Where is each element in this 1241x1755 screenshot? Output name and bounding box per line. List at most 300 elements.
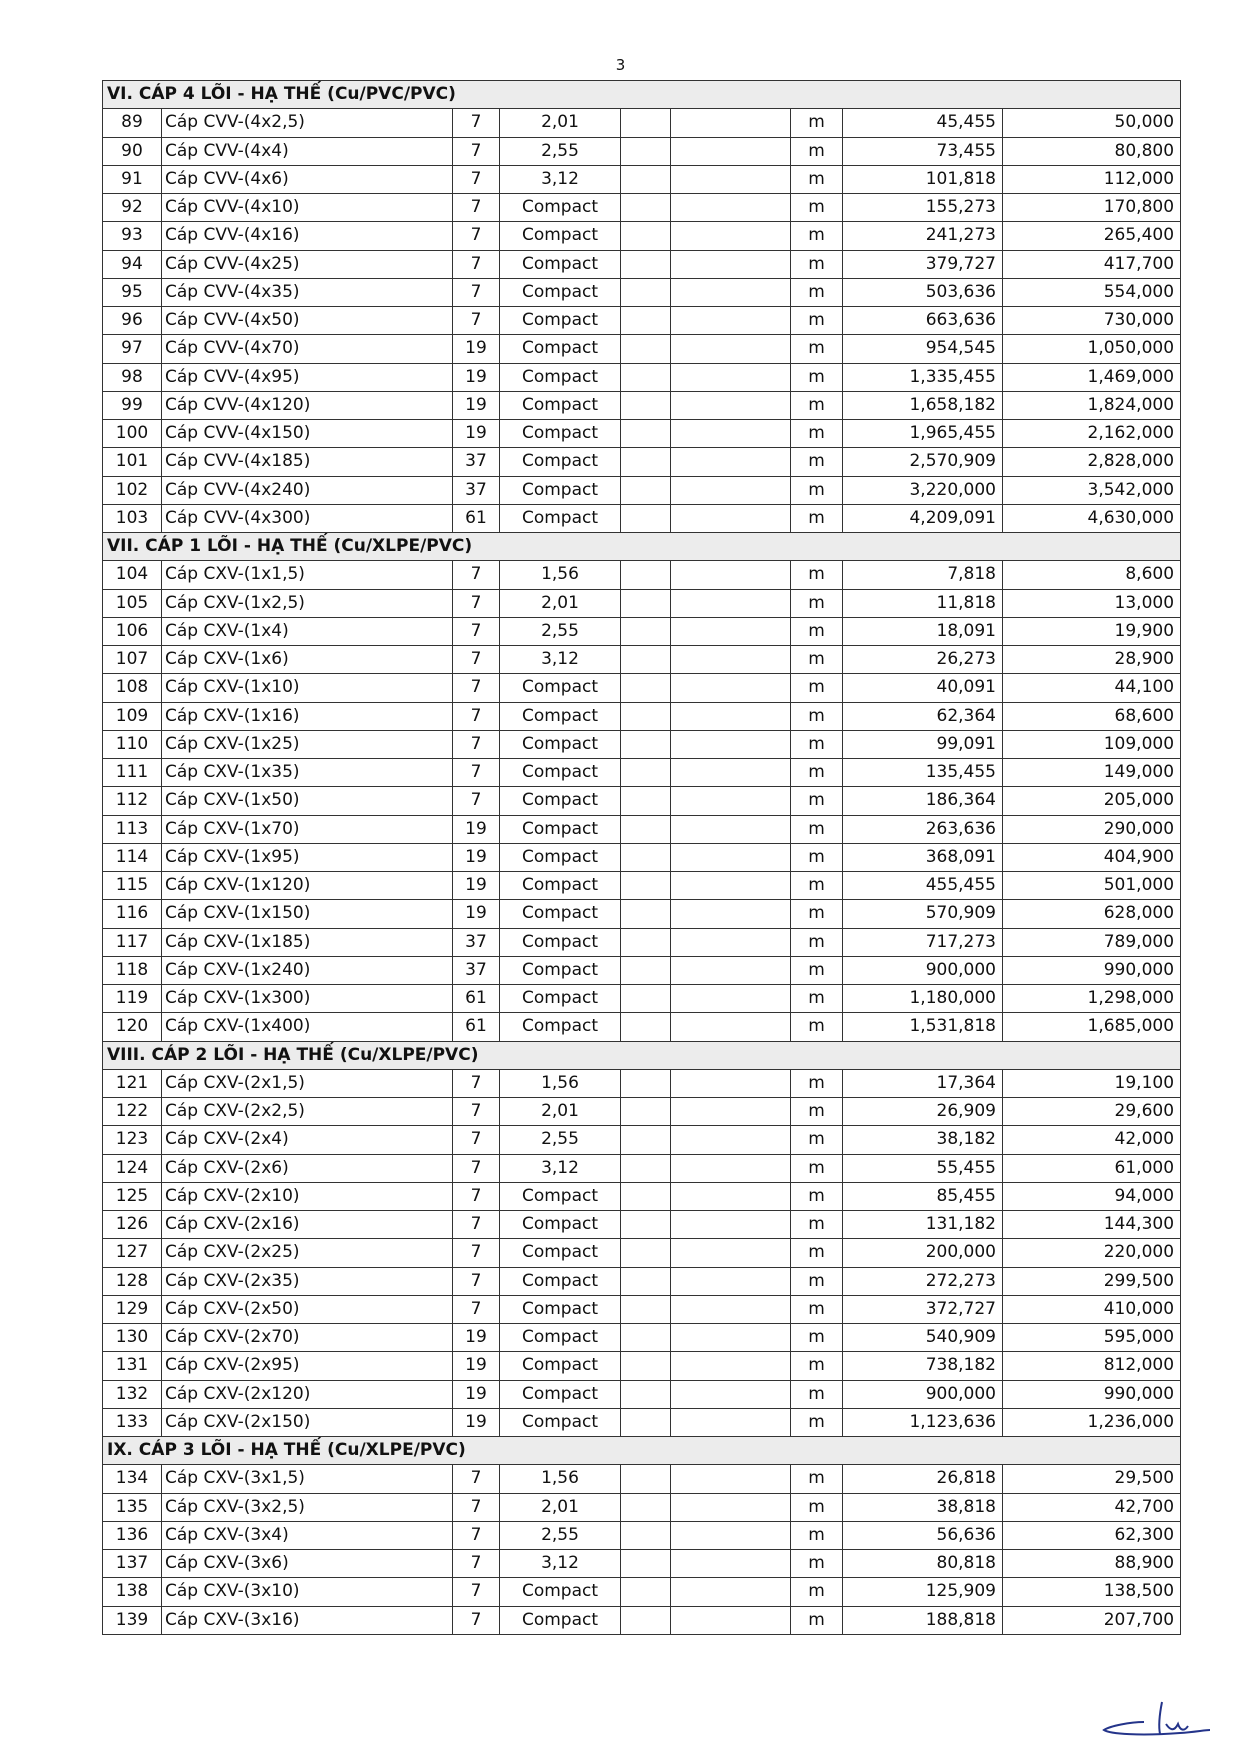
empty-cell	[621, 900, 671, 928]
product-name: Cáp CXV-(1x1,5)	[162, 561, 453, 589]
product-name: Cáp CXV-(2x16)	[162, 1211, 453, 1239]
row-number: 106	[103, 617, 162, 645]
price-before-vat: 900,000	[843, 1380, 1003, 1408]
unit: m	[791, 278, 843, 306]
table-row	[103, 674, 1181, 702]
table-row	[103, 759, 1181, 787]
strand-count: 37	[453, 476, 500, 504]
unit: m	[791, 420, 843, 448]
unit: m	[791, 1239, 843, 1267]
strand-count: 19	[453, 420, 500, 448]
price-before-vat: 241,273	[843, 222, 1003, 250]
unit: m	[791, 250, 843, 278]
strand-count: 7	[453, 730, 500, 758]
product-name: Cáp CVV-(4x120)	[162, 391, 453, 419]
empty-cell	[621, 363, 671, 391]
empty-cell	[671, 561, 791, 589]
unit: m	[791, 1295, 843, 1323]
strand-count: 7	[453, 1267, 500, 1295]
price-with-vat: 1,298,000	[1003, 985, 1181, 1013]
table-row	[103, 504, 1181, 532]
row-number: 100	[103, 420, 162, 448]
page-number: 3	[615, 56, 626, 74]
table-row	[103, 1182, 1181, 1210]
conductor-diameter: 2,01	[500, 1098, 621, 1126]
table-row	[103, 900, 1181, 928]
price-with-vat: 220,000	[1003, 1239, 1181, 1267]
strand-count: 7	[453, 759, 500, 787]
conductor-diameter: Compact	[500, 1013, 621, 1041]
row-number: 132	[103, 1380, 162, 1408]
row-number: 128	[103, 1267, 162, 1295]
empty-cell	[671, 420, 791, 448]
table-row	[103, 278, 1181, 306]
table-row	[103, 1380, 1181, 1408]
price-with-vat: 144,300	[1003, 1211, 1181, 1239]
product-name: Cáp CXV-(1x25)	[162, 730, 453, 758]
section-header-row	[103, 1041, 1181, 1069]
strand-count: 19	[453, 900, 500, 928]
strand-count: 19	[453, 1408, 500, 1436]
table-row	[103, 1295, 1181, 1323]
empty-cell	[621, 504, 671, 532]
empty-cell	[671, 363, 791, 391]
unit: m	[791, 928, 843, 956]
product-name: Cáp CXV-(1x120)	[162, 872, 453, 900]
empty-cell	[621, 1550, 671, 1578]
row-number: 94	[103, 250, 162, 278]
price-with-vat: 417,700	[1003, 250, 1181, 278]
conductor-diameter: Compact	[500, 674, 621, 702]
price-before-vat: 717,273	[843, 928, 1003, 956]
empty-cell	[621, 617, 671, 645]
price-with-vat: 299,500	[1003, 1267, 1181, 1295]
price-with-vat: 730,000	[1003, 307, 1181, 335]
unit: m	[791, 1126, 843, 1154]
price-with-vat: 1,685,000	[1003, 1013, 1181, 1041]
strand-count: 7	[453, 1550, 500, 1578]
conductor-diameter: Compact	[500, 843, 621, 871]
empty-cell	[621, 1578, 671, 1606]
empty-cell	[621, 109, 671, 137]
strand-count: 7	[453, 1521, 500, 1549]
table-row	[103, 194, 1181, 222]
product-name: Cáp CVV-(4x35)	[162, 278, 453, 306]
empty-cell	[621, 1013, 671, 1041]
empty-cell	[621, 1493, 671, 1521]
section-header-row	[103, 81, 1181, 109]
section-title: VI. CÁP 4 LÕI - HẠ THẾ (Cu/PVC/PVC)	[103, 81, 1181, 109]
empty-cell	[621, 1465, 671, 1493]
unit: m	[791, 843, 843, 871]
empty-cell	[671, 335, 791, 363]
unit: m	[791, 956, 843, 984]
row-number: 90	[103, 137, 162, 165]
strand-count: 7	[453, 1154, 500, 1182]
strand-count: 7	[453, 1493, 500, 1521]
price-before-vat: 738,182	[843, 1352, 1003, 1380]
empty-cell	[671, 1013, 791, 1041]
empty-cell	[671, 646, 791, 674]
conductor-diameter: Compact	[500, 1211, 621, 1239]
empty-cell	[671, 617, 791, 645]
price-with-vat: 628,000	[1003, 900, 1181, 928]
row-number: 137	[103, 1550, 162, 1578]
product-name: Cáp CXV-(2x120)	[162, 1380, 453, 1408]
table-row	[103, 1408, 1181, 1436]
table-row	[103, 617, 1181, 645]
empty-cell	[671, 1154, 791, 1182]
empty-cell	[671, 730, 791, 758]
unit: m	[791, 1380, 843, 1408]
row-number: 116	[103, 900, 162, 928]
strand-count: 19	[453, 1380, 500, 1408]
empty-cell	[621, 561, 671, 589]
table-row	[103, 222, 1181, 250]
empty-cell	[671, 1550, 791, 1578]
product-name: Cáp CXV-(1x16)	[162, 702, 453, 730]
price-before-vat: 11,818	[843, 589, 1003, 617]
table-row	[103, 646, 1181, 674]
conductor-diameter: Compact	[500, 1380, 621, 1408]
table-row	[103, 956, 1181, 984]
strand-count: 61	[453, 1013, 500, 1041]
strand-count: 7	[453, 1069, 500, 1097]
row-number: 136	[103, 1521, 162, 1549]
strand-count: 7	[453, 194, 500, 222]
price-before-vat: 4,209,091	[843, 504, 1003, 532]
row-number: 96	[103, 307, 162, 335]
price-with-vat: 62,300	[1003, 1521, 1181, 1549]
unit: m	[791, 1550, 843, 1578]
table-row	[103, 363, 1181, 391]
unit: m	[791, 561, 843, 589]
unit: m	[791, 985, 843, 1013]
conductor-diameter: 2,55	[500, 1521, 621, 1549]
price-with-vat: 29,600	[1003, 1098, 1181, 1126]
empty-cell	[671, 1098, 791, 1126]
price-before-vat: 40,091	[843, 674, 1003, 702]
price-with-vat: 28,900	[1003, 646, 1181, 674]
price-with-vat: 990,000	[1003, 956, 1181, 984]
product-name: Cáp CXV-(3x16)	[162, 1606, 453, 1634]
price-with-vat: 149,000	[1003, 759, 1181, 787]
price-with-vat: 80,800	[1003, 137, 1181, 165]
table-row	[103, 815, 1181, 843]
unit: m	[791, 815, 843, 843]
row-number: 127	[103, 1239, 162, 1267]
strand-count: 61	[453, 985, 500, 1013]
unit: m	[791, 702, 843, 730]
empty-cell	[621, 165, 671, 193]
unit: m	[791, 1267, 843, 1295]
table-row	[103, 335, 1181, 363]
price-with-vat: 170,800	[1003, 194, 1181, 222]
product-name: Cáp CVV-(4x185)	[162, 448, 453, 476]
table-row	[103, 928, 1181, 956]
product-name: Cáp CVV-(4x150)	[162, 420, 453, 448]
product-name: Cáp CXV-(2x10)	[162, 1182, 453, 1210]
unit: m	[791, 617, 843, 645]
empty-cell	[621, 1267, 671, 1295]
row-number: 124	[103, 1154, 162, 1182]
empty-cell	[671, 165, 791, 193]
unit: m	[791, 1578, 843, 1606]
empty-cell	[621, 759, 671, 787]
price-before-vat: 272,273	[843, 1267, 1003, 1295]
empty-cell	[671, 985, 791, 1013]
product-name: Cáp CXV-(1x10)	[162, 674, 453, 702]
table-row	[103, 589, 1181, 617]
table-row	[103, 1098, 1181, 1126]
row-number: 123	[103, 1126, 162, 1154]
unit: m	[791, 335, 843, 363]
unit: m	[791, 1352, 843, 1380]
price-with-vat: 94,000	[1003, 1182, 1181, 1210]
row-number: 101	[103, 448, 162, 476]
price-before-vat: 125,909	[843, 1578, 1003, 1606]
table-row	[103, 1578, 1181, 1606]
product-name: Cáp CXV-(3x1,5)	[162, 1465, 453, 1493]
price-before-vat: 954,545	[843, 335, 1003, 363]
price-with-vat: 138,500	[1003, 1578, 1181, 1606]
strand-count: 7	[453, 787, 500, 815]
conductor-diameter: 3,12	[500, 165, 621, 193]
conductor-diameter: Compact	[500, 1578, 621, 1606]
conductor-diameter: 2,55	[500, 617, 621, 645]
price-before-vat: 1,180,000	[843, 985, 1003, 1013]
strand-count: 37	[453, 956, 500, 984]
empty-cell	[671, 1521, 791, 1549]
strand-count: 19	[453, 363, 500, 391]
row-number: 89	[103, 109, 162, 137]
price-with-vat: 789,000	[1003, 928, 1181, 956]
product-name: Cáp CXV-(2x4)	[162, 1126, 453, 1154]
price-with-vat: 44,100	[1003, 674, 1181, 702]
cable-price-table	[102, 80, 1181, 1635]
price-with-vat: 207,700	[1003, 1606, 1181, 1634]
row-number: 113	[103, 815, 162, 843]
price-before-vat: 85,455	[843, 1182, 1003, 1210]
empty-cell	[621, 589, 671, 617]
row-number: 130	[103, 1324, 162, 1352]
empty-cell	[621, 1606, 671, 1634]
empty-cell	[621, 872, 671, 900]
price-with-vat: 112,000	[1003, 165, 1181, 193]
price-with-vat: 2,828,000	[1003, 448, 1181, 476]
empty-cell	[621, 1211, 671, 1239]
empty-cell	[621, 956, 671, 984]
price-with-vat: 1,469,000	[1003, 363, 1181, 391]
row-number: 105	[103, 589, 162, 617]
table-row	[103, 1606, 1181, 1634]
unit: m	[791, 730, 843, 758]
empty-cell	[621, 1069, 671, 1097]
unit: m	[791, 872, 843, 900]
row-number: 104	[103, 561, 162, 589]
price-before-vat: 18,091	[843, 617, 1003, 645]
price-with-vat: 205,000	[1003, 787, 1181, 815]
row-number: 95	[103, 278, 162, 306]
price-before-vat: 3,220,000	[843, 476, 1003, 504]
product-name: Cáp CXV-(1x4)	[162, 617, 453, 645]
unit: m	[791, 1606, 843, 1634]
table-row	[103, 872, 1181, 900]
price-before-vat: 62,364	[843, 702, 1003, 730]
price-before-vat: 503,636	[843, 278, 1003, 306]
product-name: Cáp CXV-(2x70)	[162, 1324, 453, 1352]
unit: m	[791, 1465, 843, 1493]
product-name: Cáp CVV-(4x4)	[162, 137, 453, 165]
strand-count: 7	[453, 1578, 500, 1606]
unit: m	[791, 1324, 843, 1352]
price-before-vat: 900,000	[843, 956, 1003, 984]
row-number: 119	[103, 985, 162, 1013]
row-number: 110	[103, 730, 162, 758]
empty-cell	[621, 278, 671, 306]
price-before-vat: 368,091	[843, 843, 1003, 871]
empty-cell	[671, 391, 791, 419]
price-before-vat: 372,727	[843, 1295, 1003, 1323]
strand-count: 7	[453, 561, 500, 589]
strand-count: 7	[453, 137, 500, 165]
empty-cell	[621, 1352, 671, 1380]
empty-cell	[621, 1295, 671, 1323]
price-before-vat: 17,364	[843, 1069, 1003, 1097]
strand-count: 7	[453, 1465, 500, 1493]
row-number: 111	[103, 759, 162, 787]
product-name: Cáp CXV-(1x95)	[162, 843, 453, 871]
empty-cell	[621, 1182, 671, 1210]
unit: m	[791, 646, 843, 674]
empty-cell	[621, 1126, 671, 1154]
table-row	[103, 1493, 1181, 1521]
table-row	[103, 843, 1181, 871]
strand-count: 19	[453, 335, 500, 363]
product-name: Cáp CXV-(1x300)	[162, 985, 453, 1013]
strand-count: 37	[453, 448, 500, 476]
empty-cell	[671, 1295, 791, 1323]
row-number: 135	[103, 1493, 162, 1521]
empty-cell	[671, 1182, 791, 1210]
price-before-vat: 2,570,909	[843, 448, 1003, 476]
empty-cell	[671, 1267, 791, 1295]
table-row	[103, 1069, 1181, 1097]
unit: m	[791, 448, 843, 476]
strand-count: 7	[453, 646, 500, 674]
row-number: 98	[103, 363, 162, 391]
conductor-diameter: Compact	[500, 363, 621, 391]
conductor-diameter: 2,01	[500, 589, 621, 617]
empty-cell	[671, 448, 791, 476]
empty-cell	[671, 476, 791, 504]
price-before-vat: 200,000	[843, 1239, 1003, 1267]
unit: m	[791, 1098, 843, 1126]
table-row	[103, 1126, 1181, 1154]
price-before-vat: 1,531,818	[843, 1013, 1003, 1041]
product-name: Cáp CVV-(4x6)	[162, 165, 453, 193]
price-with-vat: 595,000	[1003, 1324, 1181, 1352]
conductor-diameter: 3,12	[500, 1154, 621, 1182]
unit: m	[791, 1013, 843, 1041]
row-number: 131	[103, 1352, 162, 1380]
conductor-diameter: Compact	[500, 1267, 621, 1295]
empty-cell	[671, 843, 791, 871]
strand-count: 7	[453, 250, 500, 278]
product-name: Cáp CXV-(1x50)	[162, 787, 453, 815]
table-row	[103, 109, 1181, 137]
price-with-vat: 404,900	[1003, 843, 1181, 871]
strand-count: 19	[453, 872, 500, 900]
price-with-vat: 4,630,000	[1003, 504, 1181, 532]
product-name: Cáp CVV-(4x95)	[162, 363, 453, 391]
empty-cell	[671, 1239, 791, 1267]
price-before-vat: 540,909	[843, 1324, 1003, 1352]
price-before-vat: 1,335,455	[843, 363, 1003, 391]
empty-cell	[671, 250, 791, 278]
empty-cell	[671, 278, 791, 306]
conductor-diameter: Compact	[500, 985, 621, 1013]
price-before-vat: 99,091	[843, 730, 1003, 758]
empty-cell	[621, 194, 671, 222]
empty-cell	[671, 1324, 791, 1352]
conductor-diameter: Compact	[500, 759, 621, 787]
price-before-vat: 663,636	[843, 307, 1003, 335]
empty-cell	[621, 391, 671, 419]
price-before-vat: 455,455	[843, 872, 1003, 900]
unit: m	[791, 900, 843, 928]
strand-count: 7	[453, 278, 500, 306]
empty-cell	[671, 1408, 791, 1436]
strand-count: 19	[453, 1352, 500, 1380]
strand-count: 61	[453, 504, 500, 532]
strand-count: 7	[453, 1239, 500, 1267]
price-before-vat: 263,636	[843, 815, 1003, 843]
empty-cell	[621, 335, 671, 363]
unit: m	[791, 1182, 843, 1210]
price-before-vat: 26,273	[843, 646, 1003, 674]
table-row	[103, 250, 1181, 278]
unit: m	[791, 476, 843, 504]
strand-count: 7	[453, 1098, 500, 1126]
price-before-vat: 101,818	[843, 165, 1003, 193]
unit: m	[791, 589, 843, 617]
table-row	[103, 448, 1181, 476]
row-number: 115	[103, 872, 162, 900]
empty-cell	[621, 1239, 671, 1267]
product-name: Cáp CXV-(1x150)	[162, 900, 453, 928]
price-with-vat: 990,000	[1003, 1380, 1181, 1408]
product-name: Cáp CVV-(4x50)	[162, 307, 453, 335]
price-with-vat: 19,100	[1003, 1069, 1181, 1097]
table-row	[103, 787, 1181, 815]
price-before-vat: 131,182	[843, 1211, 1003, 1239]
strand-count: 7	[453, 674, 500, 702]
section-header-row	[103, 533, 1181, 561]
empty-cell	[671, 928, 791, 956]
empty-cell	[671, 1211, 791, 1239]
section-title: VIII. CÁP 2 LÕI - HẠ THẾ (Cu/XLPE/PVC)	[103, 1041, 1181, 1069]
empty-cell	[621, 1098, 671, 1126]
price-before-vat: 379,727	[843, 250, 1003, 278]
row-number: 103	[103, 504, 162, 532]
product-name: Cáp CVV-(4x2,5)	[162, 109, 453, 137]
conductor-diameter: Compact	[500, 420, 621, 448]
conductor-diameter: Compact	[500, 222, 621, 250]
conductor-diameter: Compact	[500, 1408, 621, 1436]
conductor-diameter: Compact	[500, 956, 621, 984]
table-row	[103, 1013, 1181, 1041]
